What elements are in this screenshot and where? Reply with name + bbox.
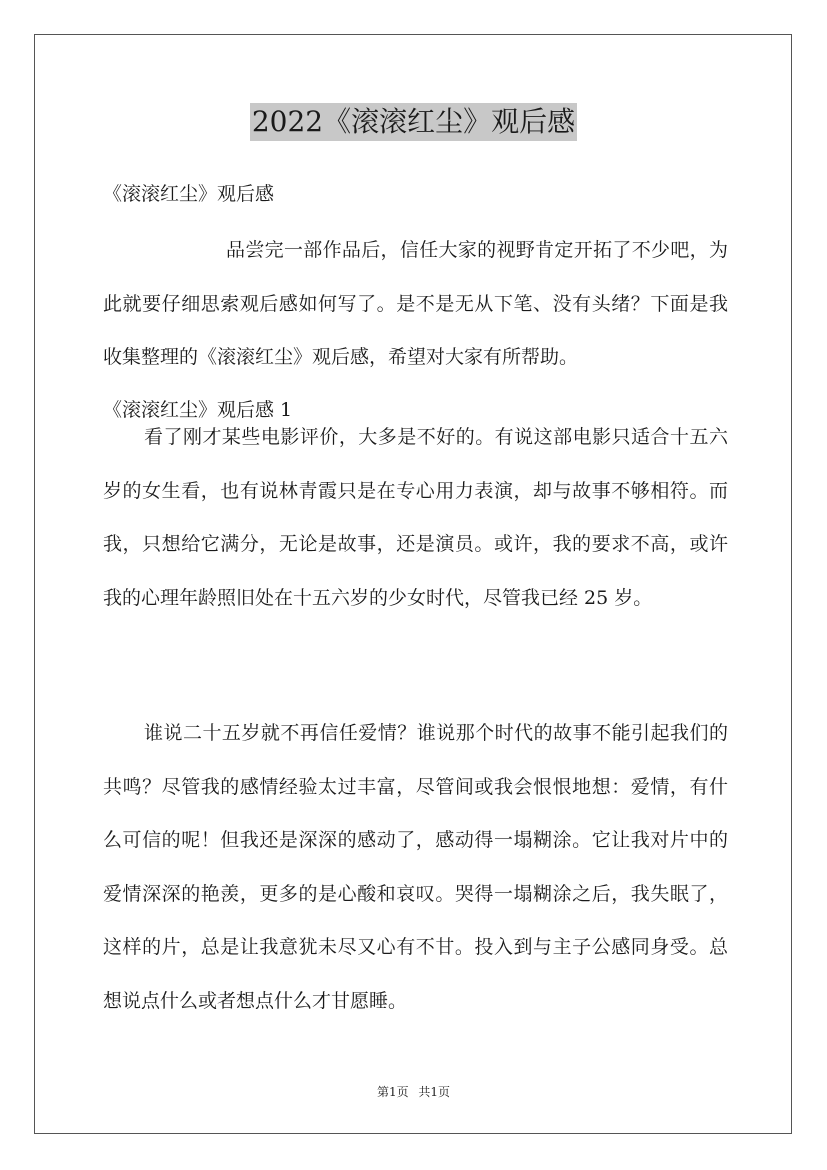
body-paragraph-1: 看了刚才某些电影评价，大多是不好的。有说这部电影只适合十五六岁的女生看，也有说林青霞只是在专心用力表演，却与故事不够相符。而我，只想给它满分，无论是故事，还是演员。或许，我的要求不高，或许我的心理年龄照旧处在十五六岁的少女时代，尽管我已经 25 岁。 (103, 426, 728, 609)
page-number: 第1页 (376, 1085, 409, 1099)
document-title: 2022《滚滚红尘》观后感 (250, 103, 577, 141)
intro-paragraph: 品尝完一部作品后，信任大家的视野肯定开拓了不少吧，为此就要仔细思索观后感如何写了。是不是无从下笔、没有头绪？下面是我收集整理的《滚滚红尘》观后感，希望对大家有所帮助。 (103, 239, 728, 368)
body-paragraph-2: 谁说二十五岁就不再信任爱情？谁说那个时代的故事不能引起我们的共鸣？尽管我的感情经验太过丰富，尽管间或我会恨恨地想：爱情，有什么可信的呢！但我还是深深的感动了，感动得一塌糊涂。它让我对片中的爱情深深的艳羡，更多的是心酸和哀叹。哭得一塌糊涂之后，我失眠了，这样的片，总是让我意犹未尽又心有不甘。投入到与主子公感同身受。总想说点什么或者想点什么才甘愿睡。 (103, 722, 728, 1012)
page-total: 共1页 (418, 1085, 451, 1099)
title-container (0, 103, 827, 141)
section-heading: 《滚滚红尘》观后感 1 (103, 399, 293, 421)
subheading: 《滚滚红尘》观后感 (103, 183, 275, 205)
page-footer (0, 1084, 827, 1100)
